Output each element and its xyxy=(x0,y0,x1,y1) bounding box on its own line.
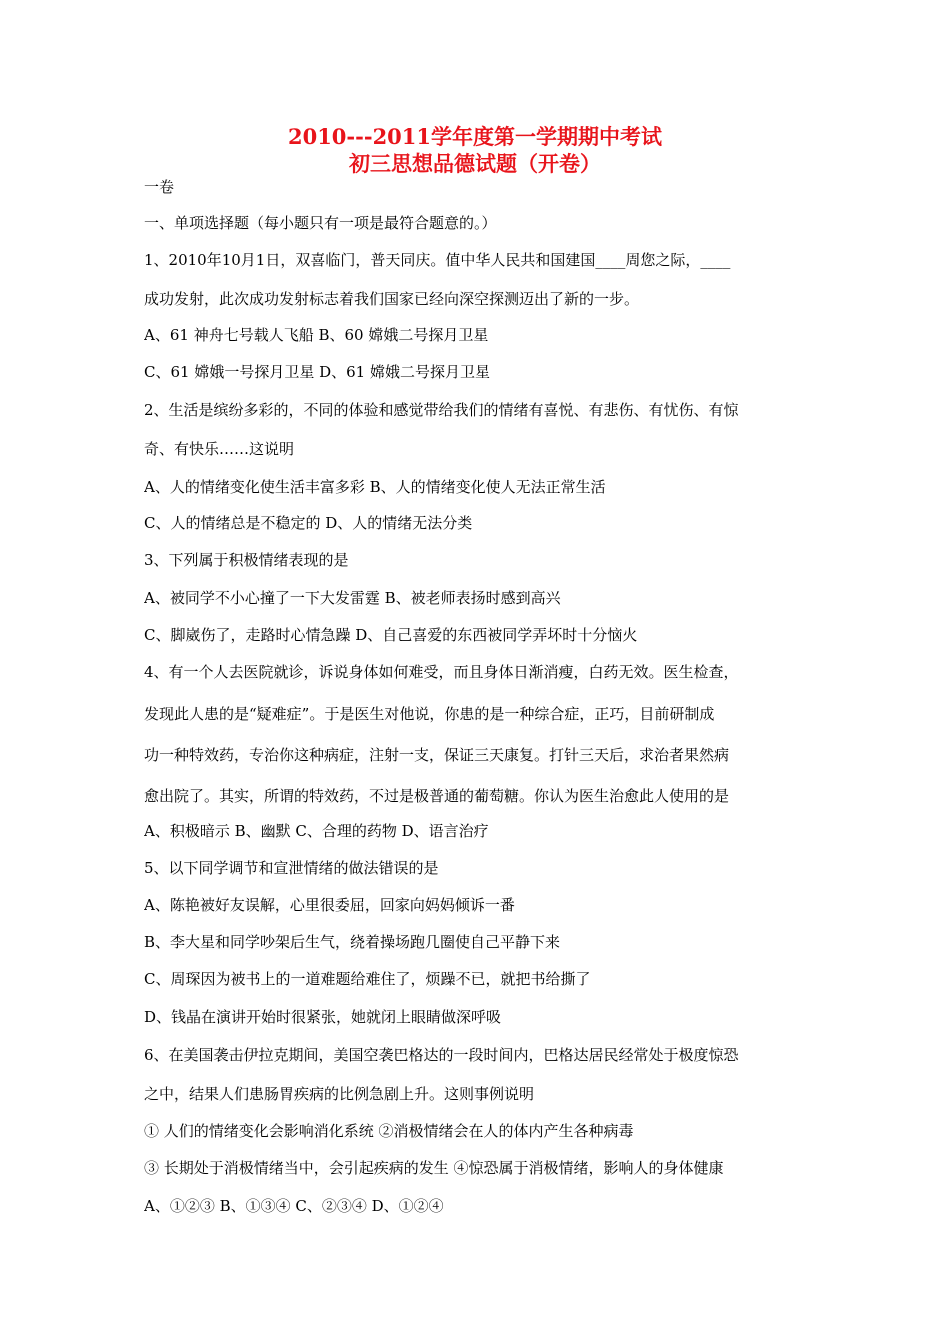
question-4-line-3: 功一种特效药，专治你这种病症，注射一支，保证三天康复。打针三天后，求治者果然病 xyxy=(144,746,730,764)
question-6-statements-12: ① 人们的情绪变化会影响消化系统 ②消极情绪会在人的体内产生各种病毒 xyxy=(144,1122,634,1140)
question-4-line-2: 发现此人患的是“疑难症”。于是医生对他说，你患的是一种综合症，正巧，目前研制成 xyxy=(144,705,715,723)
question-1-options-cd: C、61 嫦娥一号探月卫星 D、61 嫦娥二号探月卫星 xyxy=(144,363,490,381)
question-5-option-c: C、周琛因为被书上的一道难题给难住了，烦躁不已，就把书给撕了 xyxy=(144,970,591,988)
question-5-stem: 5、以下同学调节和宣泄情绪的做法错误的是 xyxy=(144,859,439,877)
question-3-options-cd: C、脚崴伤了，走路时心情急躁 D、自己喜爱的东西被同学弄坏时十分恼火 xyxy=(144,626,638,644)
question-1-options-ab: A、61 神舟七号载人飞船 B、60 嫦娥二号探月卫星 xyxy=(144,326,489,344)
question-4-line-4: 愈出院了。其实，所谓的特效药，不过是极普通的葡萄糖。你认为医生治愈此人使用的是 xyxy=(144,787,730,805)
question-6-options: A、①②③ B、①③④ C、②③④ D、①②④ xyxy=(144,1197,444,1215)
title-line-2: 初三思想品德试题（开卷） xyxy=(349,151,601,176)
question-6-statements-34: ③ 长期处于消极情绪当中，会引起疾病的发生 ④惊恐属于消极情绪，影响人的身体健康 xyxy=(144,1159,724,1177)
question-2-options-ab: A、人的情绪变化使生活丰富多彩 B、人的情绪变化使人无法正常生活 xyxy=(144,478,606,496)
question-3-options-ab: A、被同学不小心撞了一下大发雷霆 B、被老师表扬时感到高兴 xyxy=(144,589,561,607)
question-6-line-1: 6、在美国袭击伊拉克期间，美国空袭巴格达的一段时间内，巴格达居民经常处于极度惊恐 xyxy=(144,1046,739,1064)
question-5-option-b: B、李大星和同学吵架后生气，绕着操场跑几圈使自己平静下来 xyxy=(144,933,561,951)
section-label: 一卷 xyxy=(144,178,175,196)
question-4-line-1: 4、有一个人去医院就诊，诉说身体如何难受，而且身体日渐消瘦，白药无效。医生检查， xyxy=(144,663,739,681)
section-heading: 一、单项选择题（每小题只有一项是最符合题意的。） xyxy=(144,214,497,232)
question-1-line-1: 1、2010年10月1日，双喜临门，普天同庆。值中华人民共和国建国____周您之际，____ xyxy=(144,251,731,269)
question-2-line-1: 2、生活是缤纷多彩的，不同的体验和感觉带给我们的情绪有喜悦、有悲伤、有忧伤、有惊 xyxy=(144,401,739,419)
question-2-line-2: 奇、有快乐……这说明 xyxy=(144,440,295,458)
question-6-line-2: 之中，结果人们患肠胃疾病的比例急剧上升。这则事例说明 xyxy=(144,1085,535,1103)
title-line-1: 2010---2011学年度第一学期期中考试 xyxy=(287,124,663,149)
question-1-line-2: 成功发射，此次成功发射标志着我们国家已经向深空探测迈出了新的一步。 xyxy=(144,290,640,308)
question-3-stem: 3、下列属于积极情绪表现的是 xyxy=(144,551,349,569)
question-5-option-d: D、钱晶在演讲开始时很紧张，她就闭上眼睛做深呼吸 xyxy=(144,1008,502,1026)
question-2-options-cd: C、人的情绪总是不稳定的 D、人的情绪无法分类 xyxy=(144,514,473,532)
question-4-options: A、积极暗示 B、幽默 C、合理的药物 D、语言治疗 xyxy=(144,822,489,840)
question-5-option-a: A、陈艳被好友误解，心里很委屈，回家向妈妈倾诉一番 xyxy=(144,896,515,914)
